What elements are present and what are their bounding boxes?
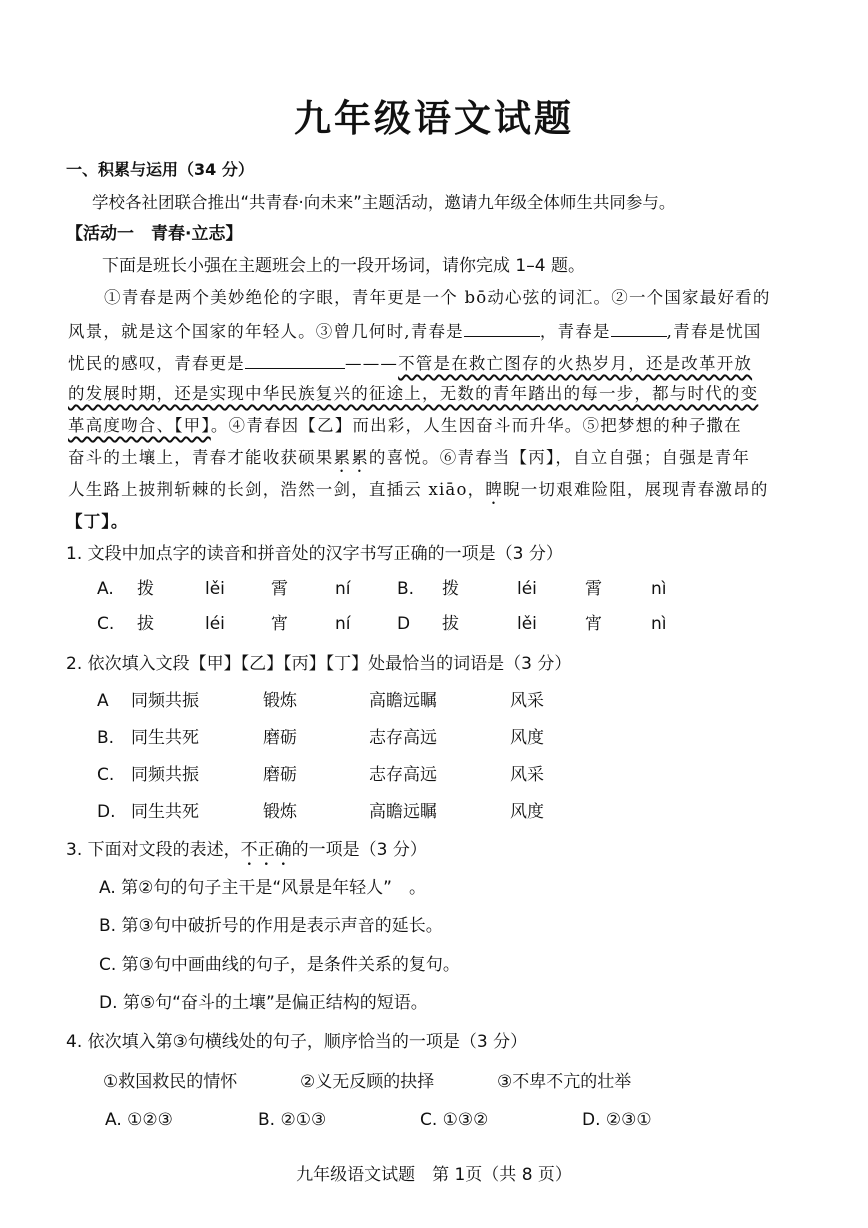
- option-pinyin: ní: [335, 614, 351, 634]
- option-word: 风度: [510, 802, 544, 822]
- passage-text: 忧民的感叹，青春更是: [68, 354, 245, 373]
- option-label: D.: [97, 802, 116, 822]
- passage-text: 睨一切艰难险阻，展现青春激昂的: [503, 480, 769, 499]
- q4-option-c: C. ①③②: [420, 1110, 489, 1130]
- option-word: 风采: [510, 691, 544, 711]
- stem-text: 的一项是（3 分）: [291, 840, 427, 860]
- option-char: 霄: [271, 579, 288, 599]
- q4-item: ②义无反顾的抉择: [300, 1072, 435, 1092]
- passage-text: ，青春是: [539, 322, 611, 341]
- page-footer: 九年级语文试题 第 1页（共 8 页）: [296, 1165, 572, 1185]
- passage-line-1: ①青春是两个美妙绝伦的字眼，青年更是一个 bō动心弦的词汇。②一个国家最好看的: [104, 288, 771, 307]
- option-word: 志存高远: [369, 765, 437, 785]
- q4-option-a: A. ①②③: [105, 1110, 173, 1130]
- option-word: 高瞻远瞩: [369, 802, 437, 822]
- passage-text: 风景，就是这个国家的年轻人。③曾几何时,青春是: [68, 322, 464, 341]
- question-2-stem: 2. 依次填入文段【甲】【乙】【丙】【丁】处最恰当的词语是（3 分）: [66, 654, 572, 674]
- option-char: 宵: [271, 614, 288, 634]
- passage-line-8: 【丁】。: [66, 512, 129, 531]
- option-word: 同生共死: [131, 802, 199, 822]
- q4-item: ③不卑不亢的壮举: [497, 1072, 632, 1092]
- option-label: B.: [97, 728, 115, 748]
- option-word: 同生共死: [131, 728, 199, 748]
- q3-option-d: D. 第⑤句“奋斗的土壤”是偏正结构的短语。: [99, 993, 428, 1013]
- passage-text: ,青春是忧国: [666, 322, 762, 341]
- q4-option-d: D. ②③①: [582, 1110, 652, 1130]
- option-label: D: [397, 614, 411, 634]
- option-label: A.: [97, 579, 114, 599]
- stem-text: 3. 下面对文段的表述，: [66, 840, 241, 860]
- passage-line-3: [68, 350, 752, 376]
- passage-line-6: [68, 446, 750, 476]
- option-char: 宵: [585, 614, 602, 634]
- dotted-word: 不正确: [240, 840, 292, 860]
- option-pinyin: léi: [517, 579, 537, 599]
- page-title: 九年级语文试题: [294, 97, 574, 140]
- question-4-stem: 4. 依次填入第③句横线处的句子，顺序恰当的一项是（3 分）: [66, 1032, 528, 1052]
- option-char: 拔: [137, 614, 154, 634]
- passage-line-7: [68, 478, 769, 508]
- wavy-underlined-text: 革高度吻合、【甲】: [68, 416, 211, 435]
- option-word: 高瞻远瞩: [369, 691, 437, 711]
- option-word: 磨砺: [263, 765, 297, 785]
- option-pinyin: léi: [205, 614, 225, 634]
- passage-text: 奋斗的土壤上，青春才能收获硕果: [68, 448, 334, 467]
- option-label: B.: [397, 579, 415, 599]
- passage-line-5: [68, 414, 742, 438]
- option-pinyin: nì: [651, 614, 667, 634]
- answer-blank-1: [464, 318, 540, 337]
- answer-blank-2: [611, 318, 667, 337]
- option-pinyin: lěi: [205, 579, 225, 599]
- dotted-word: 累累: [333, 448, 369, 467]
- option-word: 同频共振: [131, 691, 199, 711]
- passage-line-2: [68, 318, 762, 344]
- q3-option-b: B. 第③句中破折号的作用是表示声音的延长。: [99, 916, 443, 936]
- option-word: 磨砺: [263, 728, 297, 748]
- option-word: 锻炼: [263, 691, 297, 711]
- option-label: A: [97, 691, 109, 711]
- option-label: C.: [97, 765, 115, 785]
- passage-text: 。④青春因【乙】而出彩，人生因奋斗而升华。⑤把梦想的种子撒在: [210, 416, 742, 435]
- question-3-stem: [66, 838, 427, 870]
- option-char: 拔: [442, 614, 459, 634]
- q3-option-a: A. 第②句的句子主干是“风景是年轻人” 。: [99, 878, 426, 898]
- question-1-stem: 1. 文段中加点字的读音和拼音处的汉字书写正确的一项是（3 分）: [66, 544, 563, 564]
- wavy-underlined-text: 不管是在救亡图存的火热岁月，还是改革开放: [398, 354, 753, 373]
- option-char: 霄: [585, 579, 602, 599]
- passage-line-4: 的发展时期，还是实现中华民族复兴的征途上，无数的青年踏出的每一步，都与时代的变: [68, 384, 759, 403]
- option-char: 拨: [137, 579, 154, 599]
- q3-option-c: C. 第③句中画曲线的句子，是条件关系的复句。: [99, 955, 460, 975]
- section-heading: 一、积累与运用（34 分）: [66, 160, 254, 179]
- activity-instruction: 下面是班长小强在主题班会上的一段开场词，请你完成 1–4 题。: [102, 256, 585, 276]
- option-word: 同频共振: [131, 765, 199, 785]
- q4-item: ①救国救民的情怀: [103, 1072, 238, 1092]
- q4-option-b: B. ②①③: [258, 1110, 327, 1130]
- option-pinyin: lěi: [517, 614, 537, 634]
- passage-text: 的喜悦。⑥青春当【丙】，自立自强；自强是青年: [368, 448, 751, 467]
- option-word: 风度: [510, 728, 544, 748]
- dash: ———: [345, 354, 399, 373]
- dotted-char: 睥: [485, 480, 504, 499]
- option-word: 锻炼: [263, 802, 297, 822]
- option-label: C.: [97, 614, 115, 634]
- option-word: 志存高远: [369, 728, 437, 748]
- section-intro: 学校各社团联合推出“共青春·向未来”主题活动，邀请九年级全体师生共同参与。: [92, 193, 676, 212]
- option-char: 拨: [442, 579, 459, 599]
- option-pinyin: nì: [651, 579, 667, 599]
- answer-blank-3: [245, 350, 345, 369]
- activity-heading: 【活动一 青春·立志】: [66, 224, 243, 244]
- passage-text: 人生路上披荆斩棘的长剑，浩然一剑，直插云 xiāo，: [68, 480, 486, 499]
- option-pinyin: ní: [335, 579, 351, 599]
- option-word: 风采: [510, 765, 544, 785]
